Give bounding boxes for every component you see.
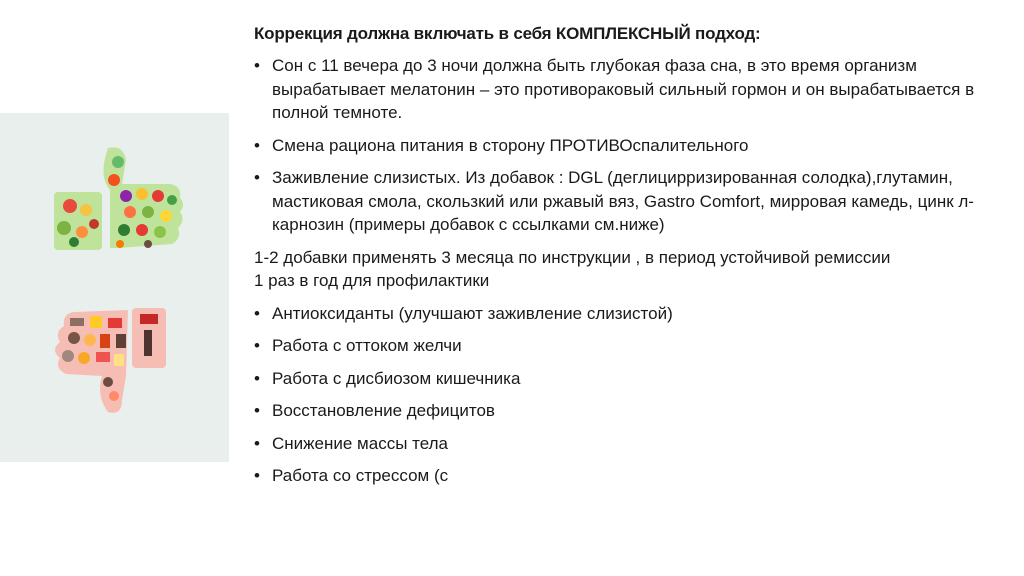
main-content: [254, 22, 994, 497]
list-item-text: Работа с дисбиозом кишечника: [272, 368, 521, 388]
list-item: [254, 134, 994, 158]
list-item-text: Работа с оттоком желчи: [272, 336, 462, 355]
paragraph-line: 1 раз в год для профилактики: [254, 271, 490, 290]
list-item: [254, 334, 994, 358]
list-item: [254, 166, 994, 237]
list-item: [254, 302, 994, 326]
page-title: Коррекция должна включать в себя КОМПЛЕКСНЫЙ подход:: [254, 24, 761, 43]
paragraph-line: 1-2 добавки применять 3 месяца по инструкции , в период устойчивой ремиссии: [254, 247, 891, 267]
bullet-marker: •: [254, 401, 260, 420]
bullet-marker: •: [254, 303, 260, 323]
bullet-marker: •: [254, 135, 260, 155]
junk-food-thumbs-down-icon: [40, 300, 180, 420]
list-item: [254, 54, 994, 125]
list-item-text: Заживление слизистых. Из добавок : DGL (деглицирризированная солодка),глутамин, мастиковая смола, скользкий или ржавый вяз, Gastro Comfort, мирровая камедь, цинк л-карнозин (примеры добавок с ссылками см.ниже): [272, 168, 974, 234]
list-item: [254, 367, 994, 391]
bottom-bullet-list: [254, 302, 994, 488]
list-item-text: Смена рациона питания в сторону ПРОТИВОспалительного: [272, 135, 749, 155]
bullet-marker: •: [254, 368, 260, 388]
dosage-paragraph: [254, 246, 994, 293]
list-item: [254, 464, 994, 488]
bullet-marker: •: [254, 433, 260, 453]
list-item-text: Снижение массы тела: [272, 433, 448, 453]
bullet-marker: •: [254, 56, 260, 75]
top-bullet-list: [254, 54, 994, 237]
bullet-marker: •: [254, 466, 260, 485]
healthy-food-thumbs-up-icon: [48, 140, 188, 260]
list-item-text: Работа со стрессом (с: [272, 466, 449, 485]
list-item: [254, 432, 994, 456]
list-item-text: Антиоксиданты (улучшают заживление слизистой): [272, 303, 673, 323]
bullet-marker: •: [254, 168, 260, 187]
list-item-text: Восстановление дефицитов: [272, 401, 495, 420]
list-item: [254, 399, 994, 423]
bullet-marker: •: [254, 336, 260, 355]
list-item-text: Сон с 11 вечера до 3 ночи должна быть глубокая фаза сна, в это время организм вырабатывает мелатонин – это противораковый сильный гормон и он вырабатывается в полной темноте.: [272, 56, 975, 122]
